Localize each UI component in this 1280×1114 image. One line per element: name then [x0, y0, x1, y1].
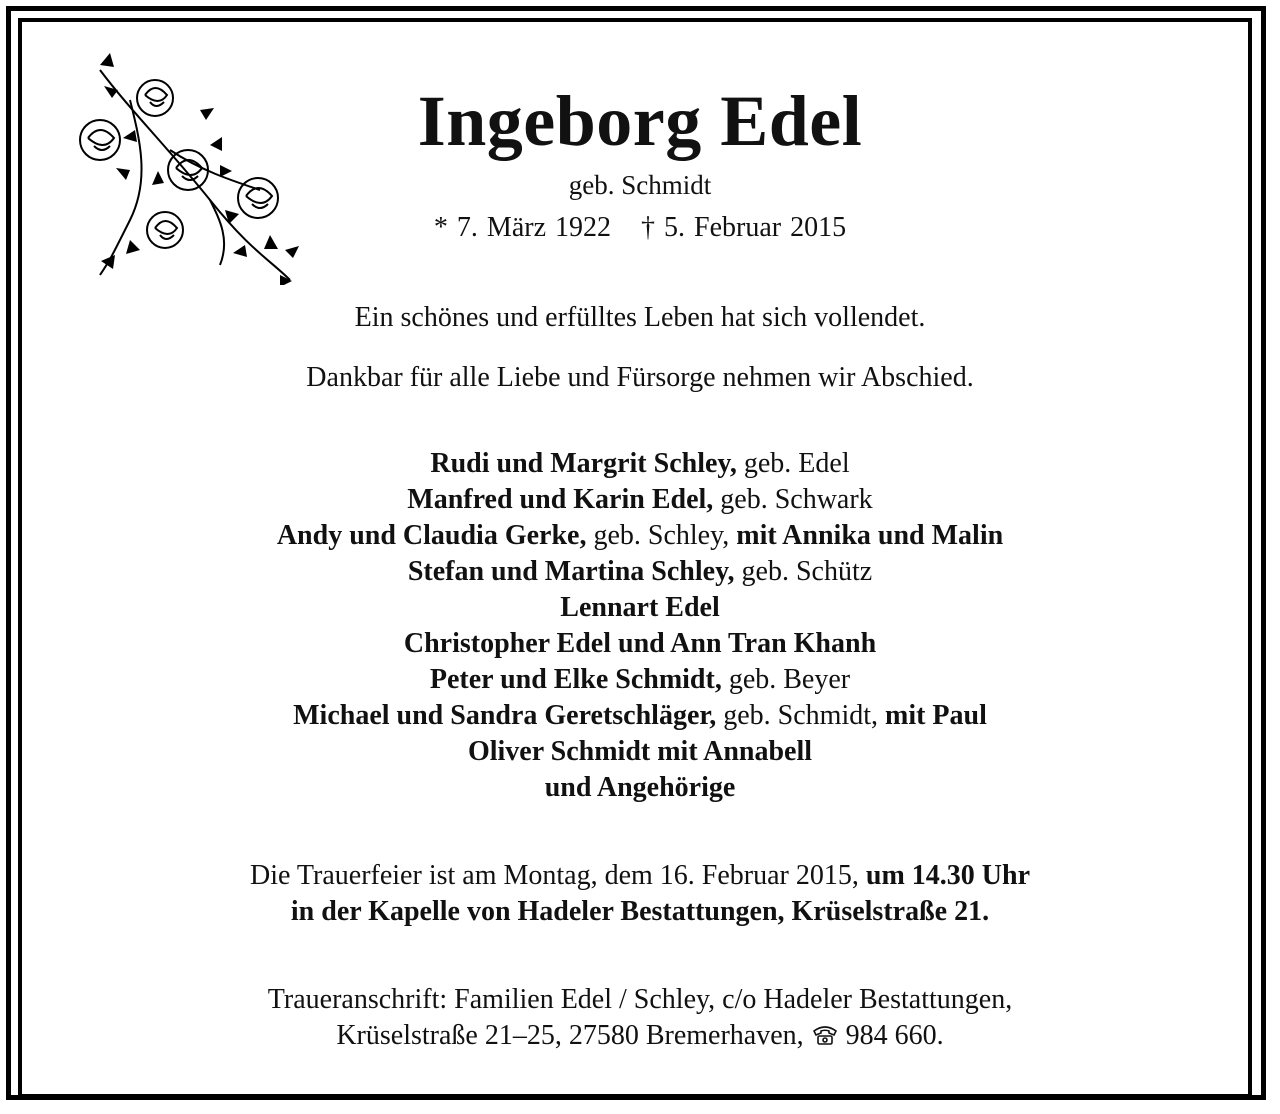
address-line-2: Krüselstraße 21–25, 27580 Bremerhaven, 984 660. [336, 1020, 944, 1051]
mourner-line: Oliver Schmidt mit Annabell [467, 736, 813, 767]
telephone-icon [811, 1024, 839, 1046]
birth-date: * 7. März 1922 [433, 212, 611, 243]
mourner-line: Rudi und Margrit Schley, geb. Edel [430, 448, 850, 479]
mourner-line: Manfred und Karin Edel, geb. Schwark [407, 484, 873, 515]
quote-line-2: Dankbar für alle Liebe und Fürsorge nehmen wir Abschied. [306, 362, 974, 393]
mourner-line: Michael und Sandra Geretschläger, geb. Schmidt, mit Paul [293, 700, 987, 731]
mourner-line: und Angehörige [544, 772, 736, 803]
mourner-line: Peter und Elke Schmidt, geb. Beyer [429, 664, 851, 695]
maiden-name: geb. Schmidt [568, 170, 712, 200]
address-line-1: Traueranschrift: Familien Edel / Schley, c/o Hadeler Bestattungen, [267, 984, 1013, 1015]
quote-line-1: Ein schönes und erfülltes Leben hat sich vollendet. [354, 302, 926, 333]
mourner-line: Christopher Edel und Ann Tran Khanh [403, 628, 877, 659]
mourner-line: Andy und Claudia Gerke, geb. Schley, mit Annika und Malin [276, 520, 1004, 551]
deceased-name: Ingeborg Edel [417, 81, 863, 161]
death-date: † 5. Februar 2015 [641, 212, 847, 243]
life-dates [0, 212, 1280, 244]
service-line-2: in der Kapelle von Hadeler Bestattungen, Krüselstraße 21. [290, 896, 990, 927]
service-line-1: Die Trauerfeier ist am Montag, dem 16. Februar 2015, um 14.30 Uhr [249, 860, 1030, 891]
mourner-line: Lennart Edel [560, 592, 720, 623]
mourners-list [0, 446, 1280, 806]
mourning-address [0, 982, 1280, 1054]
mourner-line: Stefan und Martina Schley, geb. Schütz [407, 556, 873, 587]
funeral-service-info [0, 858, 1280, 930]
